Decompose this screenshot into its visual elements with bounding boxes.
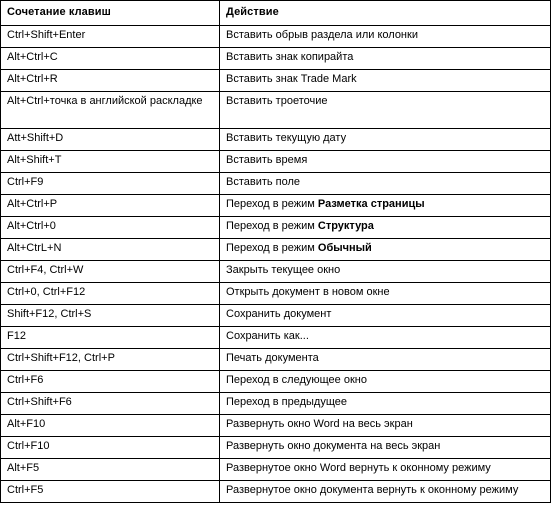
- row-action-text: Вставить поле: [226, 176, 301, 188]
- row-action-text: Развернуть окно документа на весь экран: [226, 440, 441, 452]
- row-action: [220, 393, 551, 415]
- row-action: [220, 305, 551, 327]
- row-action: [220, 26, 551, 48]
- row-action-text: Развернутое окно Word вернуть к оконному режиму: [226, 462, 491, 474]
- row-keys: Ctrl+Shift+F6: [1, 393, 220, 415]
- row-action-text: Вставить время: [226, 154, 308, 166]
- row-keys: Ctrl+F9: [1, 173, 220, 195]
- row-keys: Alt+Ctrl+C: [1, 48, 220, 70]
- row-action-text: Вставить знак копирайта: [226, 51, 354, 63]
- table-row: [1, 48, 551, 70]
- row-keys: Alt+Ctrl+R: [1, 70, 220, 92]
- row-keys: Alt+CtrL+N: [1, 239, 220, 261]
- row-action-text: Переход в режим: [226, 220, 318, 232]
- row-action: [220, 48, 551, 70]
- table-row: [1, 195, 551, 217]
- row-keys: Ctrl+F10: [1, 437, 220, 459]
- row-action: [220, 195, 551, 217]
- table-row: [1, 371, 551, 393]
- table-row: [1, 26, 551, 48]
- row-action-text: Вставить текущую дату: [226, 132, 347, 144]
- row-action: [220, 217, 551, 239]
- table-row: [1, 349, 551, 371]
- row-keys: Alt+F5: [1, 459, 220, 481]
- table-row: [1, 129, 551, 151]
- row-keys: Ctrl+Shift+Enter: [1, 26, 220, 48]
- row-action-text: Вставить знак Trade Mark: [226, 73, 357, 85]
- row-keys: Ctrl+0, Ctrl+F12: [1, 283, 220, 305]
- row-action: [220, 415, 551, 437]
- table-row: [1, 151, 551, 173]
- row-keys: Ctrl+F4, Ctrl+W: [1, 261, 220, 283]
- row-action-text: Переход в следующее окно: [226, 374, 367, 386]
- row-action: [220, 129, 551, 151]
- row-keys: Shift+F12, Ctrl+S: [1, 305, 220, 327]
- table-row: [1, 217, 551, 239]
- row-action: [220, 327, 551, 349]
- row-keys: Alt+Ctrl+P: [1, 195, 220, 217]
- row-action-mode: Обычный: [317, 242, 372, 254]
- table-row: [1, 415, 551, 437]
- row-action-text: Печать документа: [226, 352, 319, 364]
- table-row: [1, 481, 551, 503]
- row-action: [220, 92, 551, 129]
- row-action: [220, 261, 551, 283]
- header-keys: Сочетание клавиш: [1, 1, 220, 26]
- row-action-text: Сохранить как...: [226, 330, 309, 342]
- table-row: [1, 393, 551, 415]
- row-keys: Ctrl+Shift+F12, Ctrl+P: [1, 349, 220, 371]
- row-action: [220, 481, 551, 503]
- row-keys: Alt+F10: [1, 415, 220, 437]
- table-row: [1, 261, 551, 283]
- row-keys: Alt+Ctrl+0: [1, 217, 220, 239]
- row-keys: F12: [1, 327, 220, 349]
- row-action-text: Вставить троеточие: [226, 95, 328, 107]
- header-action: Действие: [220, 1, 551, 26]
- row-action-text: Вставить обрыв раздела или колонки: [226, 29, 418, 41]
- table-row: [1, 327, 551, 349]
- row-keys: Alt+Ctrl+точка в английской раскладке: [1, 92, 220, 129]
- row-keys: Alt+Shift+T: [1, 151, 220, 173]
- row-action-text: Закрыть текущее окно: [226, 264, 341, 276]
- table-row: [1, 437, 551, 459]
- table-row: [1, 173, 551, 195]
- row-action-mode: Структура: [317, 220, 374, 232]
- row-action: [220, 437, 551, 459]
- row-action-text: Развернуть окно Word на весь экран: [226, 418, 413, 430]
- row-action-text: Переход в режим: [226, 242, 318, 254]
- row-keys: Ctrl+F5: [1, 481, 220, 503]
- row-keys: Att+Shift+D: [1, 129, 220, 151]
- row-keys: Ctrl+F6: [1, 371, 220, 393]
- row-action: [220, 459, 551, 481]
- table-header-row: [1, 1, 551, 26]
- row-action-text: Сохранить документ: [226, 308, 332, 320]
- table-row: [1, 305, 551, 327]
- row-action: [220, 283, 551, 305]
- row-action: [220, 173, 551, 195]
- table-row: [1, 459, 551, 481]
- row-action-mode: Разметка страницы: [317, 198, 425, 210]
- row-action-text: Открыть документ в новом окне: [226, 286, 390, 298]
- table-row: [1, 92, 551, 129]
- row-action: [220, 239, 551, 261]
- row-action: [220, 371, 551, 393]
- row-action-text: Развернутое окно документа вернуть к оконному режиму: [226, 484, 519, 496]
- table-row: [1, 283, 551, 305]
- row-action: [220, 349, 551, 371]
- row-action: [220, 151, 551, 173]
- table-row: [1, 239, 551, 261]
- row-action: [220, 70, 551, 92]
- row-action-text: Переход в режим: [226, 198, 318, 210]
- row-action-text: Переход в предыдущее: [226, 396, 347, 408]
- table-row: [1, 70, 551, 92]
